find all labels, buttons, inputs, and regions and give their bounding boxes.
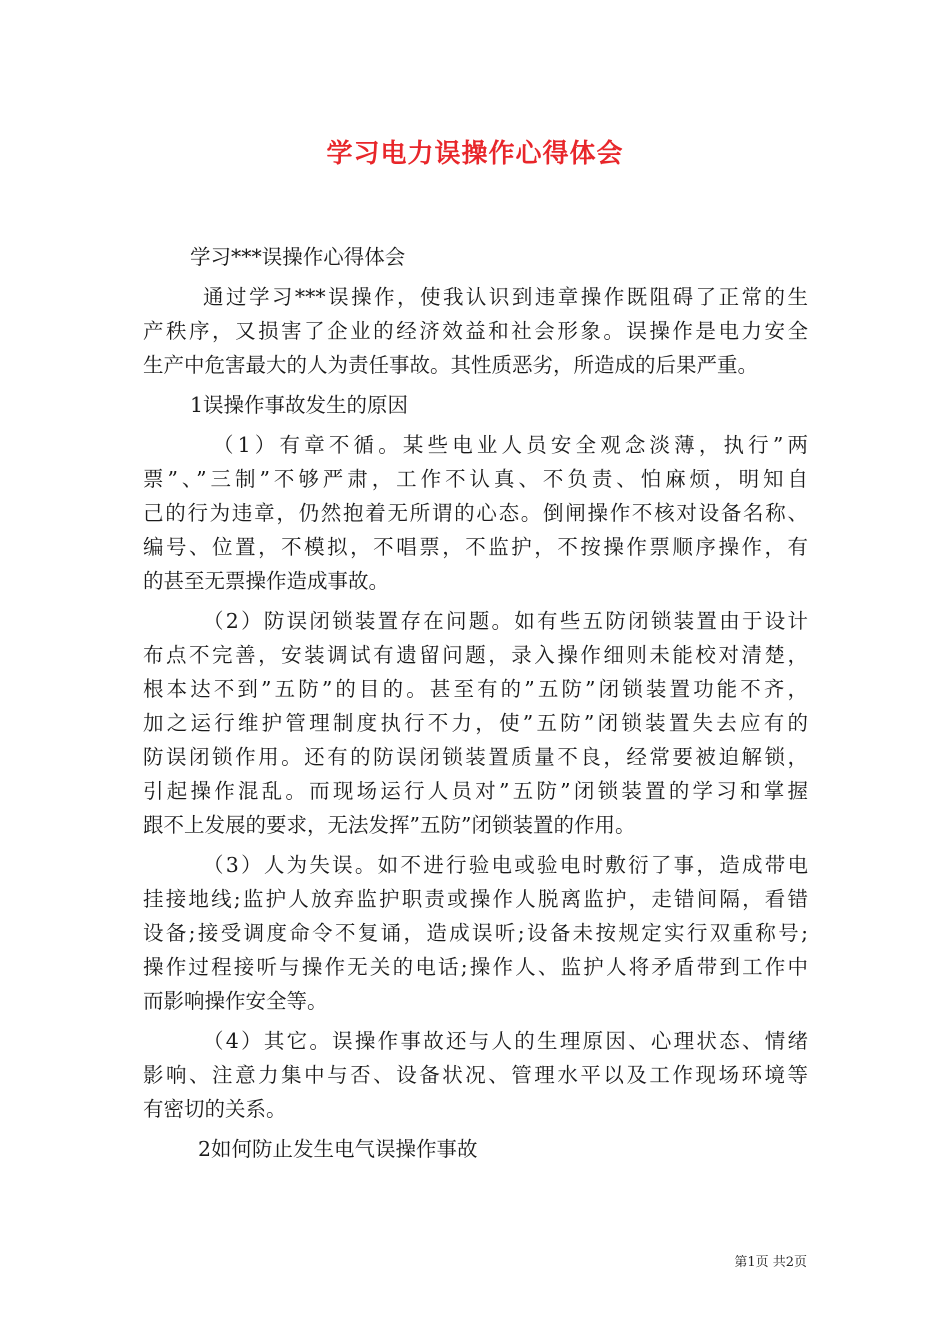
document-title: 学习电力误操作心得体会 <box>326 139 624 169</box>
paragraph-line: 防误闭锁作用。还有的防误闭锁装置质量不良，经常要被迫解锁， <box>143 745 808 769</box>
document-body <box>143 240 808 1172</box>
paragraph-line: 编号、位置，不模拟，不唱票，不监护，不按操作票顺序操作，有 <box>143 535 808 559</box>
paragraph <box>143 280 808 382</box>
paragraph-line: 设备;接受调度命令不复诵，造成误听;设备未按规定实行双重称号; <box>143 921 808 945</box>
paragraph-line: （2）防误闭锁装置存在问题。如有些五防闭锁装置由于设计 <box>203 609 808 633</box>
paragraph <box>143 1024 808 1126</box>
paragraph-line: 生产中危害最大的人为责任事故。其性质恶劣，所造成的后果严重。 <box>143 353 758 377</box>
paragraph-line: 通过学习***误操作，使我认识到违章操作既阻碍了正常的生 <box>203 285 808 309</box>
paragraph-line: 2如何防止发生电气误操作事故 <box>198 1137 478 1161</box>
paragraph-line: 己的行为违章，仍然抱着无所谓的心态。倒闸操作不核对设备名称、 <box>143 501 808 525</box>
paragraph-line: 学习***误操作心得体会 <box>190 245 406 269</box>
paragraph <box>143 1132 808 1166</box>
paragraph-line: 有密切的关系。 <box>143 1097 287 1121</box>
paragraph-line: （4）其它。误操作事故还与人的生理原因、心理状态、情绪 <box>203 1029 808 1053</box>
paragraph-line: 操作过程接听与操作无关的电话;操作人、监护人将矛盾带到工作中 <box>143 955 808 979</box>
paragraph <box>143 240 808 274</box>
paragraph-line: （1）有章不循。某些电业人员安全观念淡薄，执行”两 <box>213 433 808 457</box>
paragraph-line: 挂接地线;监护人放弃监护职责或操作人脱离监护，走错间隔，看错 <box>143 887 808 911</box>
paragraph-line: 产秩序，又损害了企业的经济效益和社会形象。误操作是电力安全 <box>143 319 808 343</box>
paragraph-line: 根本达不到”五防”的目的。甚至有的”五防”闭锁装置功能不齐， <box>143 677 808 701</box>
paragraph-line: 1误操作事故发生的原因 <box>190 393 409 417</box>
paragraph-line: 而影响操作安全等。 <box>143 989 328 1013</box>
paragraph <box>143 604 808 842</box>
paragraph-line: 票”、”三制”不够严肃，工作不认真、不负责、怕麻烦，明知自 <box>143 467 808 491</box>
page-footer: 第1页 共2页 <box>734 1255 807 1270</box>
paragraph <box>143 428 808 598</box>
paragraph-line: 加之运行维护管理制度执行不力，使”五防”闭锁装置失去应有的 <box>143 711 808 735</box>
paragraph-line: 跟不上发展的要求，无法发挥”五防”闭锁装置的作用。 <box>143 813 636 837</box>
paragraph-line: 的甚至无票操作造成事故。 <box>143 569 389 593</box>
paragraph-line: （3）人为失误。如不进行验电或验电时敷衍了事，造成带电 <box>203 853 808 877</box>
paragraph-line: 引起操作混乱。而现场运行人员对”五防”闭锁装置的学习和掌握 <box>143 779 808 803</box>
paragraph-line: 布点不完善，安装调试有遗留问题，录入操作细则未能校对清楚， <box>143 643 808 667</box>
paragraph <box>143 388 808 422</box>
paragraph-line: 影响、注意力集中与否、设备状况、管理水平以及工作现场环境等 <box>143 1063 808 1087</box>
paragraph <box>143 848 808 1018</box>
